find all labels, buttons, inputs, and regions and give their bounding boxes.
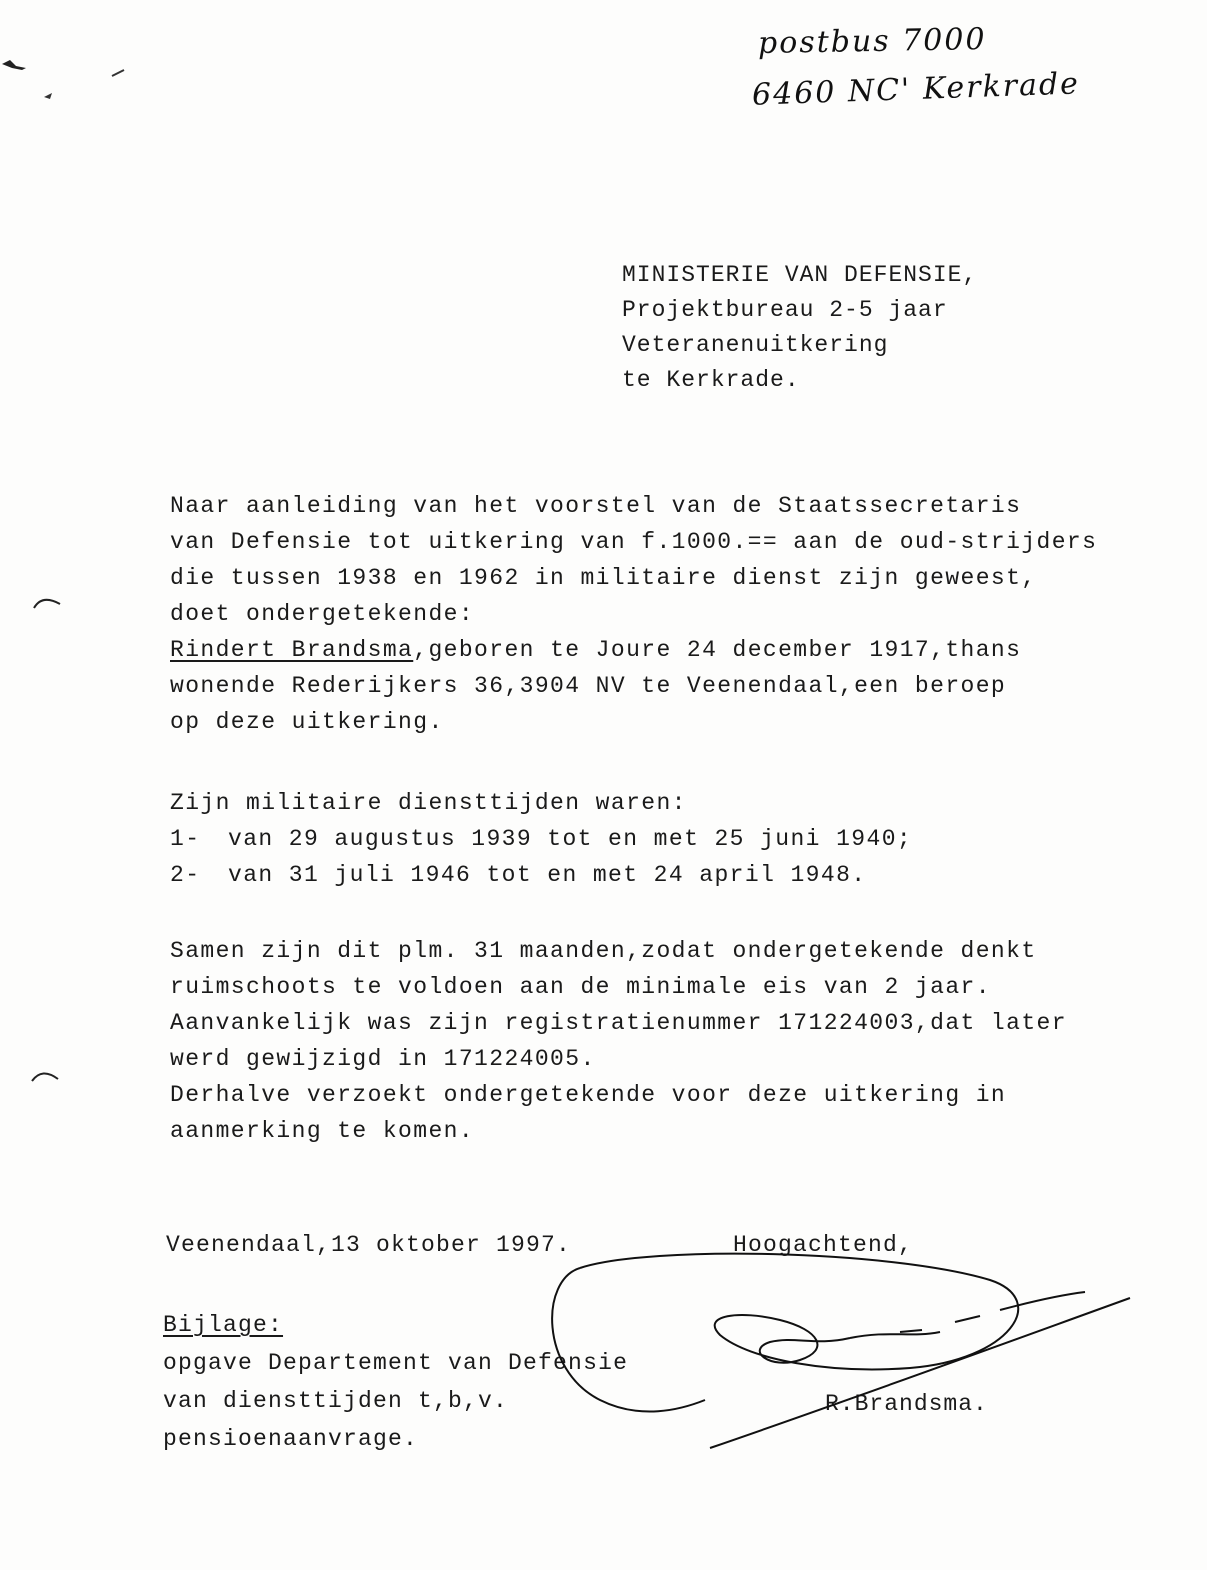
enclosure-line: pensioenaanvrage. [163,1426,419,1452]
body-line: doet ondergetekende: [170,601,475,627]
binder-hole-mark [32,592,62,610]
binder-hole-mark [30,1065,60,1083]
addressee-line: Veteranenuitkering [622,332,889,358]
service-period-number: 1- [170,826,201,852]
enclosure-line: opgave Departement van Defensie [163,1350,629,1376]
body-line: werd gewijzigd in 171224005. [170,1046,596,1072]
handwritten-postcode-city: 6460 NC' Kerkrade [751,66,1081,113]
body-line: aanmerking te komen. [170,1118,475,1144]
service-intro: Zijn militaire diensttijden waren: [170,790,687,816]
service-period-item [170,821,912,857]
service-period-text: van 29 augustus 1939 tot en met 25 juni 1940; [228,826,913,852]
body-line [170,632,1097,668]
greeting: Hoogachtend, [733,1232,914,1258]
scan-speck [0,50,40,80]
body-line: Samen zijn dit plm. 31 maanden,zodat ondergetekende denkt [170,938,1037,964]
body-line: ruimschoots te voldoen aan de minimale eis van 2 jaar. [170,974,991,1000]
handwritten-postbus: postbus 7000 [757,22,987,61]
addressee-line: te Kerkrade. [622,367,800,393]
enclosure-block [163,1306,628,1458]
service-period-number: 2- [170,862,201,888]
scan-speck [110,66,130,82]
enclosure-line: van diensttijden t,b,v. [163,1388,509,1414]
addressee-line: MINISTERIE VAN DEFENSIE, [622,262,978,288]
service-period-text: van 31 juli 1946 tot en met 24 april 1948. [228,862,867,888]
service-period-item [170,857,912,893]
body-line: Derhalve verzoekt ondergetekende voor deze uitkering in [170,1082,1007,1108]
typed-signatory-name: R.Brandsma. [825,1391,988,1417]
addressee-block [622,258,977,398]
place-and-date: Veenendaal,13 oktober 1997. [166,1232,572,1258]
enclosure-heading: Bijlage: [163,1312,284,1338]
body-line: Aanvankelijk was zijn registratienummer 171224003,dat later [170,1010,1067,1036]
addressee-line: Projektbureau 2-5 jaar [622,297,948,323]
body-line: Naar aanleiding van het voorstel van de Staatssecretaris [170,493,1022,519]
conclusion-paragraph [170,933,1067,1149]
body-line: op deze uitkering. [170,709,444,735]
body-line: die tussen 1938 en 1962 in militaire dienst zijn geweest, [170,565,1037,591]
scan-speck [40,85,60,105]
body-line: van Defensie tot uitkering van f.1000.== aan de oud-strijders [170,529,1098,555]
birth-details: ,geboren te Joure 24 december 1917,thans [413,637,1022,663]
body-line: wonende Rederijkers 36,3904 NV te Veenendaal,een beroep [170,673,1007,699]
request-paragraph [170,488,1097,740]
service-periods [170,785,912,893]
applicant-name: Rindert Brandsma [170,637,414,663]
